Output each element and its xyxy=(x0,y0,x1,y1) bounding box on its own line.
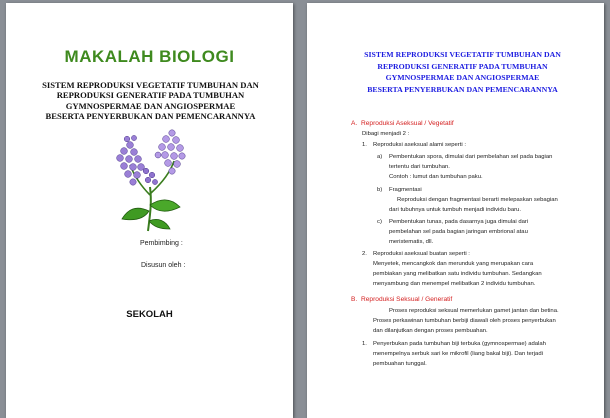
disusun-oleh-label: Disusun oleh : xyxy=(141,262,186,269)
cover-page xyxy=(6,3,293,418)
lilac-flower-icon xyxy=(110,125,194,235)
item-b-title: Fragmentasi xyxy=(389,187,422,193)
cover-subtitle-line: BESERTA PENYERBUKAN DAN PEMENCARANNYA xyxy=(45,111,256,122)
item-a-line: Pembentukan spora, dimulai dari pembelahan sel pada bagian xyxy=(389,154,553,160)
dibagi-text: Dibagi menjadi 2 : xyxy=(362,131,410,137)
section-b-paragraph-line: Proses perkawinan tumbuhan berbiji diawali oleh proses penyerbukan xyxy=(373,318,556,324)
section-b-item1-line: Penyerbukan pada tumbuhan biji terbuka (gymnospermae) adalah xyxy=(373,341,546,347)
content-title-line: GYMNOSPERMAE DAN ANGIOSPERMAE xyxy=(385,73,540,82)
section-b-paragraph-line: Proses reproduksi seksual memerlukan gamet jantan dan betina. xyxy=(389,308,559,314)
item-c-line: Pembentukan tunas, pada dasarnya juga dimulai dari xyxy=(389,219,529,225)
section-a-item1-number: 1. xyxy=(362,142,367,148)
cover-subtitle-line: SISTEM REPRODUKSI VEGETATIF TUMBUHAN DAN xyxy=(42,80,259,90)
section-a-title: Reproduksi Aseksual / Vegetatif xyxy=(361,120,454,127)
content-title-line: SISTEM REPRODUKSI VEGETATIF TUMBUHAN DAN xyxy=(364,50,561,59)
cover-subtitle-line: REPRODUKSI GENERATIF PADA TUMBUHAN xyxy=(56,90,245,101)
section-b-title: Reproduksi Seksual / Generatif xyxy=(361,296,453,303)
section-a-item2-number: 2. xyxy=(362,251,367,257)
item-c-number: c) xyxy=(377,219,382,225)
content-title xyxy=(345,49,580,95)
item-a-line: tertentu dari tumbuhan. xyxy=(389,164,450,170)
pembimbing-label: Pembimbing : xyxy=(140,240,183,247)
section-b-item1-line: menempelnya serbuk sari ke mikrofil (liang bakal biji). Dan terjadi xyxy=(373,351,543,357)
section-b-heading xyxy=(351,296,452,305)
section-b-number: B. xyxy=(351,296,358,303)
item-b-number: b) xyxy=(377,187,383,193)
school-label: SEKOLAH xyxy=(126,309,173,320)
cover-subtitle xyxy=(28,80,273,122)
cover-title: MAKALAH BIOLOGI xyxy=(64,47,235,66)
content-page xyxy=(307,3,604,418)
section-b-paragraph-line: dan dilanjutkan dengan proses pembuahan. xyxy=(373,328,488,334)
item-c-line: pembelahan sel pada bagian jaringan embrional atau xyxy=(389,229,528,235)
section-a-item2-line: menyambung dan menempel melibatkan 2 individu tumbuhan. xyxy=(373,281,536,287)
item-a-number: a) xyxy=(377,154,383,160)
item-a-contoh: Contoh : lumut dan tumbuhan paku. xyxy=(389,174,483,180)
section-a-number: A. xyxy=(351,120,358,127)
section-a-item2-line: pembiakan yang melibatkan satu individu tumbuhan. Sedangkan xyxy=(373,271,542,277)
item-b-line: Reproduksi dengan fragmentasi berarti melepaskan sebagian xyxy=(397,197,558,203)
item-c-line: meristematis, dll. xyxy=(389,239,434,245)
cover-subtitle-line: GYMNOSPERMAE DAN ANGIOSPERMAE xyxy=(65,100,236,111)
section-a-item2-line: Menyetek, mencangkok dan merunduk yang merupakan cara xyxy=(373,261,534,267)
item-b-line: dari tubuhnya untuk tumbuh menjadi individu baru. xyxy=(389,207,521,213)
content-title-line: BESERTA PENYERBUKAN DAN PEMENCARANNYA xyxy=(367,84,558,94)
content-title-line: REPRODUKSI GENERATIF PADA TUMBUHAN xyxy=(377,61,548,71)
section-b-item1-number: 1. xyxy=(362,341,367,347)
section-a-item1-text: Reproduksi aseksual alami seperti : xyxy=(373,142,466,148)
section-a-heading xyxy=(351,120,454,129)
section-a-item2-text: Reproduksi aseksual buatan seperti : xyxy=(373,251,470,257)
section-b-item1-line: pembuahan tunggal. xyxy=(373,361,427,367)
